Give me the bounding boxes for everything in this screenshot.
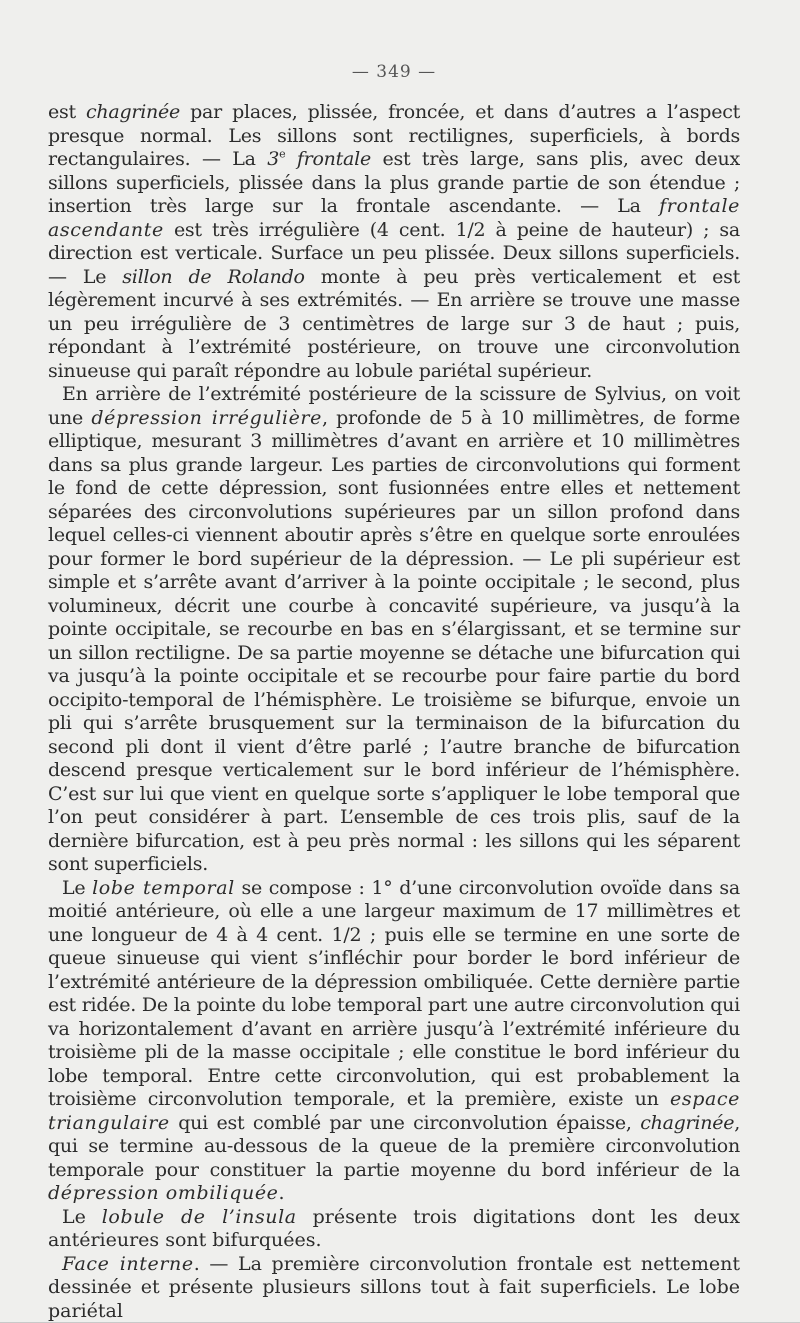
italic-run: 3 — [267, 148, 279, 170]
paragraph — [48, 383, 740, 877]
text-run: Le — [62, 877, 92, 899]
italic-run: lobule de l’insula — [102, 1206, 297, 1228]
italic-run: chagrinée — [640, 1112, 734, 1134]
text-run: . — La première circonvolution frontale est nettement dessinée et présente plusieurs sillons tout à fait superficiels. Le lobe pariétal — [48, 1253, 740, 1322]
italic-run: sillon de Rolando — [122, 266, 304, 288]
text-run: est — [48, 101, 86, 123]
italic-run: lobe temporal — [92, 877, 235, 899]
text-run: . — [279, 1182, 285, 1204]
superscript: e — [279, 148, 285, 161]
paragraph — [48, 877, 740, 1206]
text-run: qui est comblé par une circonvolution épaisse, — [170, 1112, 640, 1134]
page-body — [48, 101, 740, 1323]
text-run: monte à peu près verticalement et est légèrement incurvé à ses extrémités. — En arrière se trouve une masse un peu irrégulière de 3 centimètres de large sur 3 de haut ; puis, répondant à l’extrémité postérieure, on trouve une circonvolution sinueuse qui paraît répondre au lobule pariétal supérieur. — [48, 266, 740, 382]
text-run: , qui se termine au-dessous de la queue de la première circonvolution temporale pour constituer la partie moyenne du bord inférieur de la — [48, 1112, 740, 1181]
italic-run: dépression irrégulière — [91, 407, 322, 429]
text-run: est très irrégulière (4 cent. 1/2 à peine de hauteur) ; sa direction est verticale. Surface un peu plissée. Deux sillons superficiels. — Le — [48, 219, 740, 288]
italic-run: espace triangulaire — [48, 1088, 740, 1134]
text-run: Le — [62, 1206, 102, 1228]
italic-run: Face interne — [62, 1253, 194, 1275]
italic-run: frontale ascendante — [48, 195, 740, 241]
italic-run: dépression ombiliquée — [48, 1182, 279, 1204]
paragraph — [48, 1253, 740, 1323]
text-run: En arrière de l’extrémité postérieure de la scissure de Sylvius, on voit une — [48, 383, 740, 429]
italic-run: frontale — [285, 148, 371, 170]
text-run: présente trois digitations dont les deux antérieures sont bifurquées. — [48, 1206, 740, 1252]
text-run: par places, plissée, froncée, et dans d’autres a l’aspect presque normal. Les sillons sont rectilignes, superficiels, à bords rectangulaires. — La — [48, 101, 740, 170]
paragraph — [48, 1206, 740, 1253]
text-run: est très large, sans plis, avec deux sillons superficiels, plissée dans la plus grande partie de son étendue ; insertion très large sur la frontale ascendante. — La — [48, 148, 740, 217]
paragraph — [48, 101, 740, 383]
text-run: se compose : 1° d’une circonvolution ovoïde dans sa moitié antérieure, où elle a une largeur maximum de 17 millimètres et une longueur de 4 à 4 cent. 1/2 ; puis elle se termine en une sorte de queue sinueuse qui vient s’infléchir pour border le bord inférieur de l’extrémité antérieure de la dépression ombiliquée. Cette dernière partie est ridée. De la pointe du lobe temporal part une autre circonvolution qui va horizontalement d’avant en arrière jusqu’à l’extrémité inférieure du troisième pli de la masse occipitale ; elle constitue le bord inférieur du lobe temporal. Entre cette circonvolution, qui est probablement la troisième circonvolution temporale, et la première, existe un — [48, 877, 740, 1111]
page-number: — 349 — — [48, 62, 740, 82]
text-run: , profonde de 5 à 10 millimètres, de forme elliptique, mesurant 3 millimètres d’avant en arrière et 10 millimètres dans sa plus grande largeur. Les parties de circonvolutions qui forment le fond de cette dépression, sont fusionnées entre elles et nettement séparées des circonvolutions supérieures par un sillon profond dans lequel celles-ci viennent aboutir après s’être en quelque sorte enroulées pour former le bord supérieur de la dépression. — Le pli supérieur est simple et s’arrête avant d’arriver à la pointe occipitale ; le second, plus volumineux, décrit une courbe à concavité supérieure, va jusqu’à la pointe occipitale, se recourbe en bas en s’élargissant, et se termine sur un sillon rectiligne. De sa partie moyenne se détache une bifurcation qui va jusqu’à la pointe occipitale et se recourbe pour faire partie du bord occipito-temporal de l’hémisphère. Le troisième se bifurque, envoie un pli qui s’arrête brusquement sur la terminaison de la bifurcation du second pli dont il vient d’être parlé ; l’autre branche de bifurcation descend presque verticalement sur le bord inférieur de l’hémisphère. C’est sur lui que vient en quelque sorte s’appliquer le lobe temporal que l’on peut considérer à part. L’ensemble de ces trois plis, sauf de la dernière bifurcation, est à peu près normal : les sillons qui les séparent sont superficiels. — [48, 407, 740, 876]
italic-run: chagrinée — [86, 101, 180, 123]
